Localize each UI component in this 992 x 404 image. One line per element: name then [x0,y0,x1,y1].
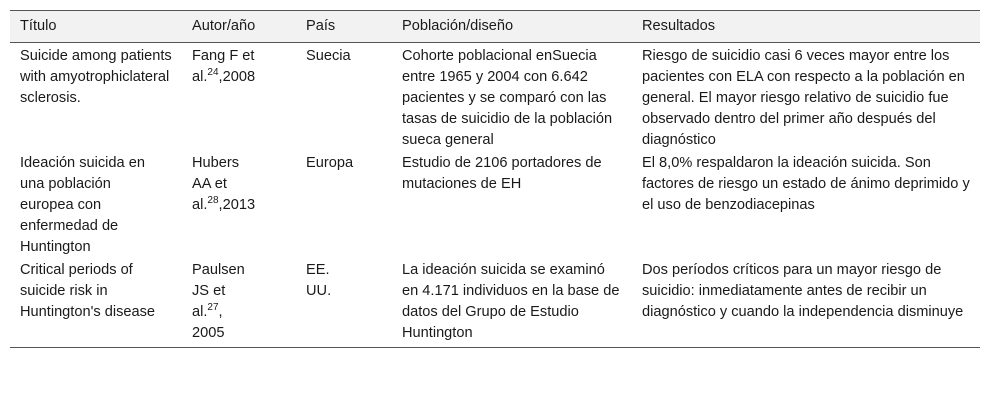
reference-number: 27 [207,302,219,314]
cell-author-year [182,43,296,153]
studies-table [10,10,980,348]
author-year: , 2005 [192,304,225,341]
header-author-year: Autor/año [182,11,296,43]
header-results: Resultados [632,11,980,43]
table-header [10,11,980,43]
header-row [10,11,980,43]
author-name: Paulsen JS et al. [192,262,245,320]
reference-number: 24 [207,67,219,79]
cell-population-design: Estudio de 2106 portadores de mutaciones de EH [402,155,602,192]
author-name: Hubers AA et al. [192,155,240,213]
reference-number: 28 [207,195,219,207]
cell-population-design: Cohorte poblacional enSuecia entre 1965 y 2004 con 6.642 pacientes y se comparó con las tasas de suicidio de la población sueca general [402,48,613,148]
cell-title: Suicide among patients with amyotrophiclateral sclerosis. [20,48,172,106]
table-row [10,43,980,153]
table-row [10,259,980,348]
author-year: ,2008 [218,69,256,85]
table-row [10,152,980,259]
cell-population-design: La ideación suicida se examinó en 4.171 individuos en la base de datos del Grupo de Estudio Huntington [392,259,632,348]
header-population-design: Población/diseño [392,11,632,43]
cell-results: El 8,0% respaldaron la ideación suicida. Son factores de riesgo un estado de ánimo deprimido y el uso de benzodiacepinas [642,155,970,213]
header-title: Título [10,11,182,43]
author-name: Fang F et al. [192,48,255,85]
cell-author-year [182,259,296,348]
header-country: País [296,11,392,43]
cell-author-year [182,152,296,259]
cell-country: EE. UU. [296,259,392,348]
table-body [10,43,980,348]
cell-results: Riesgo de suicidio casi 6 veces mayor entre los pacientes con ELA con respecto a la población en general. El mayor riesgo relativo de suicidio fue observado dentro del primer año después del diagnóstico [642,48,965,148]
cell-title: Critical periods of suicide risk in Huntington's disease [10,259,182,348]
cell-title: Ideación suicida en una población europea con enfermedad de Huntington [20,155,145,255]
cell-country: Suecia [306,48,351,64]
cell-results: Dos períodos críticos para un mayor riesgo de suicidio: inmediatamente antes de recibir un diagnóstico y cuando la independencia disminuye [632,259,980,348]
author-year: ,2013 [218,197,256,213]
cell-country: Europa [306,155,354,171]
